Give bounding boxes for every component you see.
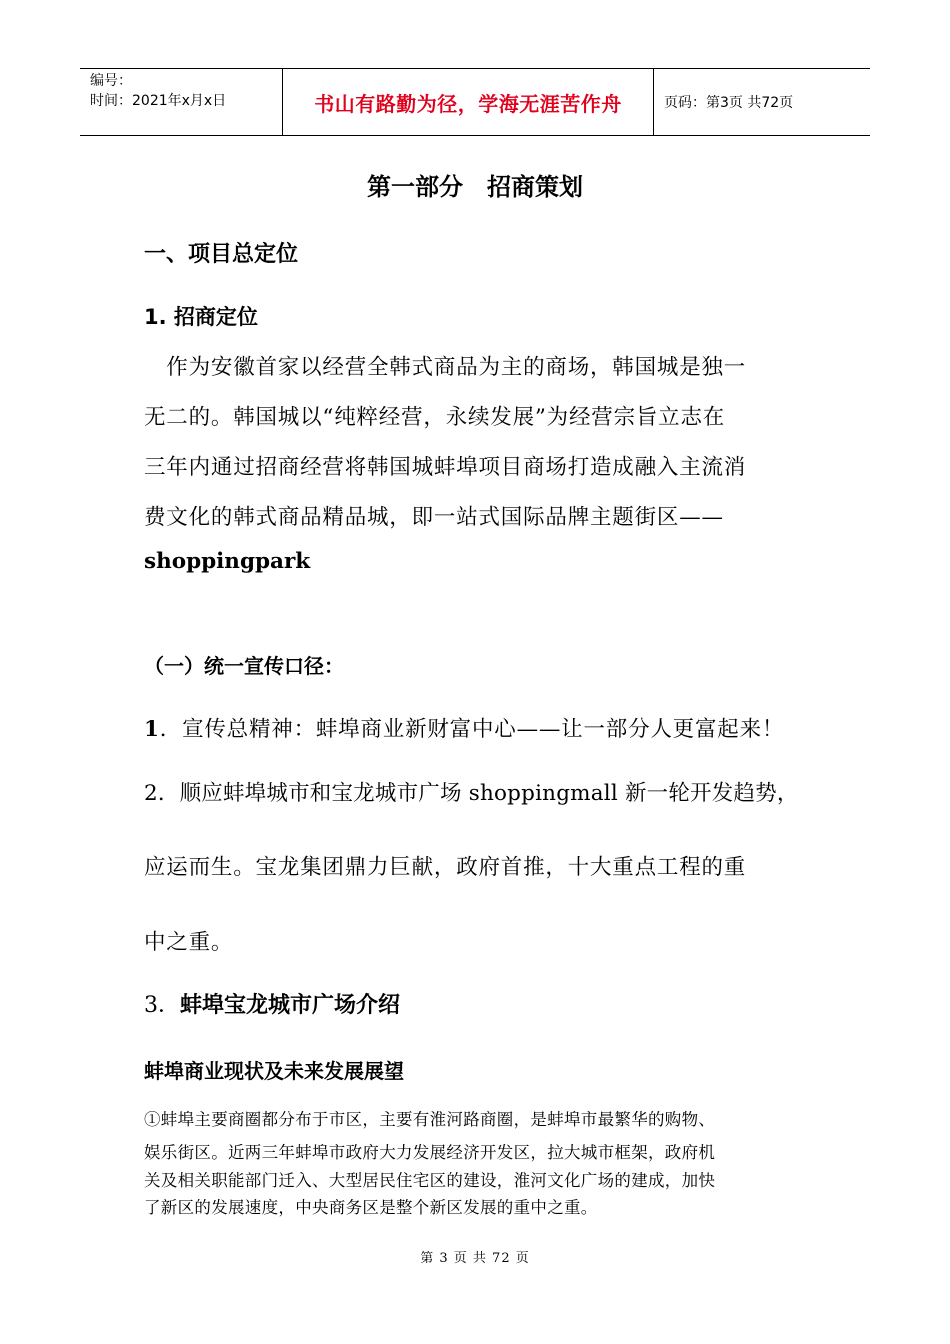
- para1-line-3: 三年内通过招商经营将韩国城蚌埠项目商场打造成融入主流消: [144, 455, 747, 480]
- section-title: 一、项目总定位: [144, 242, 299, 267]
- part-title: 第一部分 招商策划: [367, 173, 583, 201]
- para1-line-5: shoppingpark: [144, 549, 311, 574]
- para1-line-2: 无二的。韩国城以“纯粹经营，永续发展”为经营宗旨立志在: [144, 405, 726, 430]
- subsection-title-business-status: 蚌埠商业现状及未来发展展望: [144, 1059, 404, 1083]
- list-item-1: [144, 712, 784, 743]
- header-time-label: 时间：2021年x月x日: [90, 93, 227, 109]
- header-motto: 书山有路勤为径，学海无涯苦作舟: [282, 69, 654, 135]
- subsection-title-messaging: （一）统一宣传口径：: [144, 654, 344, 678]
- para2-line-4: 了新区的发展速度，中央商务区是整个新区发展的重中之重。: [144, 1198, 598, 1217]
- page-header: [80, 68, 870, 136]
- list-item-2-line-2: 应运而生。宝龙集团鼎力巨献，政府首推，十大重点工程的重: [144, 855, 747, 880]
- list-item-1-text: ．宣传总精神：蚌埠商业新财富中心——让一部分人更富起来！: [159, 717, 785, 742]
- list-item-1-number: 1: [144, 717, 160, 742]
- para1-line-1: 作为安徽首家以经营全韩式商品为主的商场，韩国城是独一: [144, 355, 747, 380]
- para1-line-4: 费文化的韩式商品精品城，即一站式国际品牌主题街区——: [144, 505, 724, 530]
- header-number-label: 编号：: [90, 73, 132, 89]
- para2-line-1: ①蚌埠主要商圈都分布于市区，主要有淮河路商圈，是蚌埠市最繁华的购物、: [144, 1110, 716, 1129]
- header-meta: [80, 69, 282, 135]
- para2-line-3: 关及相关职能部门迁入、大型居民住宅区的建设，淮河文化广场的建成，加快: [144, 1171, 716, 1190]
- list-item-2-line-3: 中之重。: [144, 930, 234, 955]
- subsection-title-positioning: 1. 招商定位: [144, 305, 258, 329]
- list-item-3-number: 3．: [144, 993, 180, 1018]
- para2-line-2: 娱乐街区。近两三年蚌埠市政府大力发展经济开发区，拉大城市框架，政府机: [144, 1143, 716, 1162]
- list-item-2-line-1: 2．顺应蚌埠城市和宝龙城市广场 shoppingmall 新一轮开发趋势，: [144, 781, 799, 806]
- header-page-info: 页码：第3页 共72页: [664, 95, 794, 111]
- list-item-3-title: 蚌埠宝龙城市广场介绍: [180, 993, 401, 1018]
- list-item-3: [144, 988, 400, 1019]
- page-footer: 第 3 页 共 72 页: [420, 1251, 530, 1266]
